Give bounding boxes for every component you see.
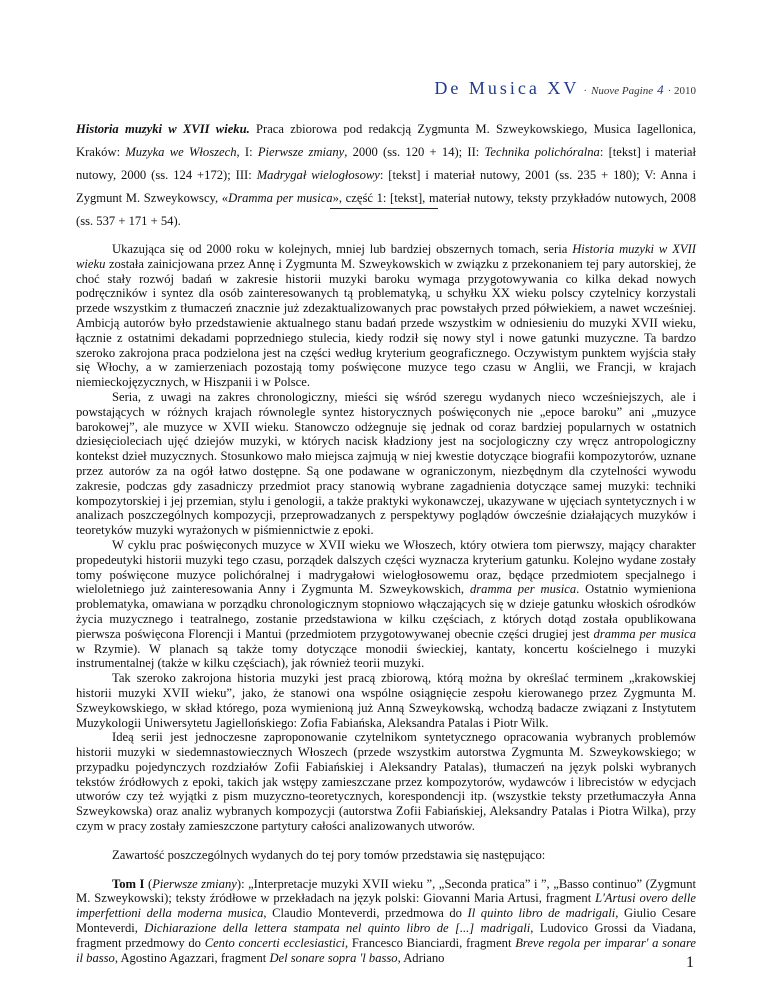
volume-label: Tom I (112, 876, 145, 891)
text-run-italic: Dichiarazione della lettera stampata nel quinto libro de [...] madrigali (144, 921, 531, 936)
text-run: ): „Interpretacje muzyki XVII wieku ”, „Seconda pratica” i ”, „Basso continuo” (Zygmunt M. Szweykowski); teksty źródłowe w przekładach na język polski: Giovanni Maria Artusi, fragment (76, 876, 696, 906)
journal-title: De Musica XV (434, 78, 580, 98)
issue-number: 4 (657, 82, 664, 97)
page-number: 1 (686, 954, 694, 971)
text-run-italic: Breve regola per imparar' a sonare il basso (76, 935, 696, 965)
text-run: , Francesco Bianciardi, fragment (345, 935, 516, 950)
text-run: Ukazująca się od 2000 roku w kolejnych, mniej lub bardziej obszernych tomach, seria (112, 242, 573, 256)
text-run-italic: Pierwsze zmiany (152, 876, 237, 891)
paragraph (76, 538, 696, 671)
biblio-text: , I: (236, 145, 258, 159)
text-run-italic: Il quinto libro de madrigali (467, 906, 616, 921)
paragraph (76, 877, 696, 966)
text-run: , Agostino Agazzari, fragment (114, 950, 270, 965)
biblio-text: , 2000 (ss. 120 + 14); II: (344, 145, 485, 159)
paragraph: Tak szeroko zakrojona historia muzyki jest pracą zbiorową, którą można by określać terminem „krakowskiej historii muzyki XVII wieku”, jako, że stanowi ona wspólne osiągnięcie zespołu kierowanego przez Zygmunta M. Szweykowskiego, w skład którego, poza wymienioną już Anną Szweykowską, wchodzą badacze związani z Instytutem Muzykologii Uniwersytetu Jagiellońskiego: Zofia Fabiańska, Aleksandra Patalas i Piotr Wilk. (76, 671, 696, 730)
volume-title: Muzyka we Włoszech (125, 145, 237, 159)
biblio-text: », część 1: [tekst], materiał nutowy, teksty przykładów nutowych, 2008 (ss. 537 + 171 + 54). (76, 191, 696, 228)
paragraph (76, 242, 696, 390)
paragraph: Seria, z uwagi na zakres chronologiczny, mieści się wśród szeregu wydanych nieco wcześniejszych, ale i powstających w różnych krajach równolegle syntez historycznych poświęconych nie „epoce baroku” ani „muzyce barokowej”, ale muzyce w XVII wieku. Stanowczo odżegnuje się jednak od coraz bardziej popularnych w ostatnich dziesięcioleciach ujęć dziejów muzyki, w których nacisk kładziony jest na socjologiczny czy wręcz antropologiczny kontekst dzieł muzycznych. Stosunkowo mało miejsca zajmują w niej kwestie dotyczące biografii kompozytorów, uznane przez autorów za na ogół łatwo dostępne. Są one podawane w ograniczonym, niezbędnym dla czytelności wywodu zakresie, podczas gdy zasadniczy przedmiot pracy stanowią wybrane zagadnienia dotyczące samej muzyki: techniki kompozytorskiej i jej przemian, stylu i genologii, a także praktyki wykonawczej, ukazywane w ujęciach syntetycznych i w analizach poszczególnych kompozycji, przeprowadzanych z perspektywy poglądów ówcześnie działających muzyków i teoretyków muzyki wyrażonych w piśmiennictwie z epoki. (76, 389, 696, 538)
text-run: W cyklu prac poświęconych muzyce w XVII wieku we Włoszech, który otwiera tom pierwszy, mający charakter propedeutyki historii muzyki tego czasu, porządek dalszych części wyznacza kryterium gatunku. Kolejno wydane zostały tomy poświęcone muzyce polichóralnej i madrygałowi wielogłosowemu oraz, będące przedmiotem specjalnego i wieloletniego już zainteresowania Anny i Zygmunta M. Szweykowskich, (76, 537, 696, 597)
text-run: została zainicjowana przez Annę i Zygmunta M. Szweykowskich w związku z przekonaniem tej pary autorskiej, że choć stały rozwój badań w zakresie historii muzyki baroku wymaga przygotowywania co kilka dekad nowych podręczników i syntez dla osób zainteresowanych tą problematyką, u schyłku XX wieku polscy czytelnicy korzystali przede wszystkim z tłumaczeń znacznie już zdezaktualizowanych prac powstałych przed półwiekiem, a nawet wcześniej. Ambicją autorów było przedstawienie aktualnego stanu badań przede wszystkim w odniesieniu do muzyki XVII wieku, łącznie z ostatnimi dekadami poprzedniego stulecia, kiedy rodził się nowy styl i nowe gatunki muzyczne. Ta bardzo szeroko zakrojona praca podzielona jest na części według kryterium geograficznego. Oczywistym punktem wyjścia stały się Włochy, a w zamierzeniach pozostają tomy poświęcone muzyce tego czasu w Anglii, we Francji, w krajach niemieckojęzycznych, w Hiszpanii i w Polsce. (76, 256, 696, 390)
text-run: , Adriano (397, 950, 445, 965)
paragraph: Ideą serii jest jednoczesne zaproponowanie czytelnikom syntetycznego opracowania wybranych problemów historii muzyki w siedemnastowiecznych Włoszech (przede wszystkim autorstwa Zygmunta M. Szweykowskiego; w przypadku pojedynczych rozdziałów Zofii Fabiańskiej i Aleksandry Patalas), tłumaczeń na język polski wybranych tekstów źródłowych z epoki, takich jak wstępy zamieszczane przez kompozytorów, wydawców i librecistów w edycjach utworów czy też wyjątki z pism muzyczno-teoretycznych, korespondencji itp. (wszystkie teksty przetłumaczyła Anna Szweykowska) oraz analiz wybranych kompozycji (autorstwa Zofii Fabiańskiej, Aleksandry Patalas i Piotra Wilka), przy czym w pracy zostały zamieszczone partytury całości analizowanych utworów. (76, 730, 696, 834)
bibliographic-entry (76, 118, 696, 233)
volume-title: Pierwsze zmiany (257, 145, 345, 159)
biblio-text: : [tekst] i materiał nutowy, 2001 (ss. 235 + 180); V: Anna i Zygmunt M. Szweykowscy, « (76, 168, 696, 205)
text-run-italic: L'Artusi overo delle imperfettioni della moderna musica (76, 891, 697, 921)
text-run: , Giulio Cesare Monteverdi, (76, 906, 696, 936)
text-run-italic: Del sonare sopra 'l basso (269, 950, 398, 965)
text-run-italic: dramma per musica (593, 626, 696, 641)
text-run: . Ostatnio wymieniona problematyka, omawiana w porządku chronologicznym stopniowo włączających się w dzieje gatunku włoskich ośrodków życia muzycznego i teatralnego, zostanie przedstawiona w kilku częściach, z których dotąd została opublikowana pierwsza poświęcona Florencji i Mantui (przedmiotem przygotowywanej obecnie części drugiej jest (76, 582, 696, 641)
paragraph: Zawartość poszczególnych wydanych do tej pory tomów przedstawia się następująco: (112, 847, 546, 862)
issue-year: · 2010 (667, 85, 696, 97)
text-run: w Rzymie). W planach są także tomy dotyczące monodii świeckiej, kantaty, koncertu kościelnego i muzyki instrumentalnej (także w kilku częściach), jak również teorii muzyki. (76, 641, 696, 671)
header-separator: · (583, 85, 588, 97)
text-run: , Claudio Monteverdi, przedmowa do (263, 906, 468, 921)
volume-title: Madrygał wielogłosowy (256, 168, 380, 182)
biblio-text: : [tekst] i materiał nutowy, 2000 (ss. 124 +172); III: (76, 145, 696, 182)
text-run: , Ludovico Grossi da Viadana, fragment przedmowy do (76, 921, 697, 950)
biblio-text: Praca zbiorowa pod redakcją Zygmunta M. Szweykowskiego, Musica Iagellonica, Kraków: (76, 122, 696, 159)
text-run-italic: Historia muzyki w XVII wieku (76, 242, 696, 271)
running-header (434, 78, 696, 99)
text-run: ( (144, 876, 153, 891)
text-run-italic: Cento concerti ecclesiastici (204, 935, 346, 950)
text-run-italic: dramma per musica (469, 582, 577, 597)
article-body (76, 242, 696, 965)
volume-title: Dramma per musica (228, 191, 333, 205)
series-title: Nuove Pagine (591, 85, 654, 97)
volume-title: Technika polichóralna (484, 145, 600, 159)
section-divider (330, 208, 438, 209)
book-title: Historia muzyki w XVII wieku. (76, 122, 250, 136)
